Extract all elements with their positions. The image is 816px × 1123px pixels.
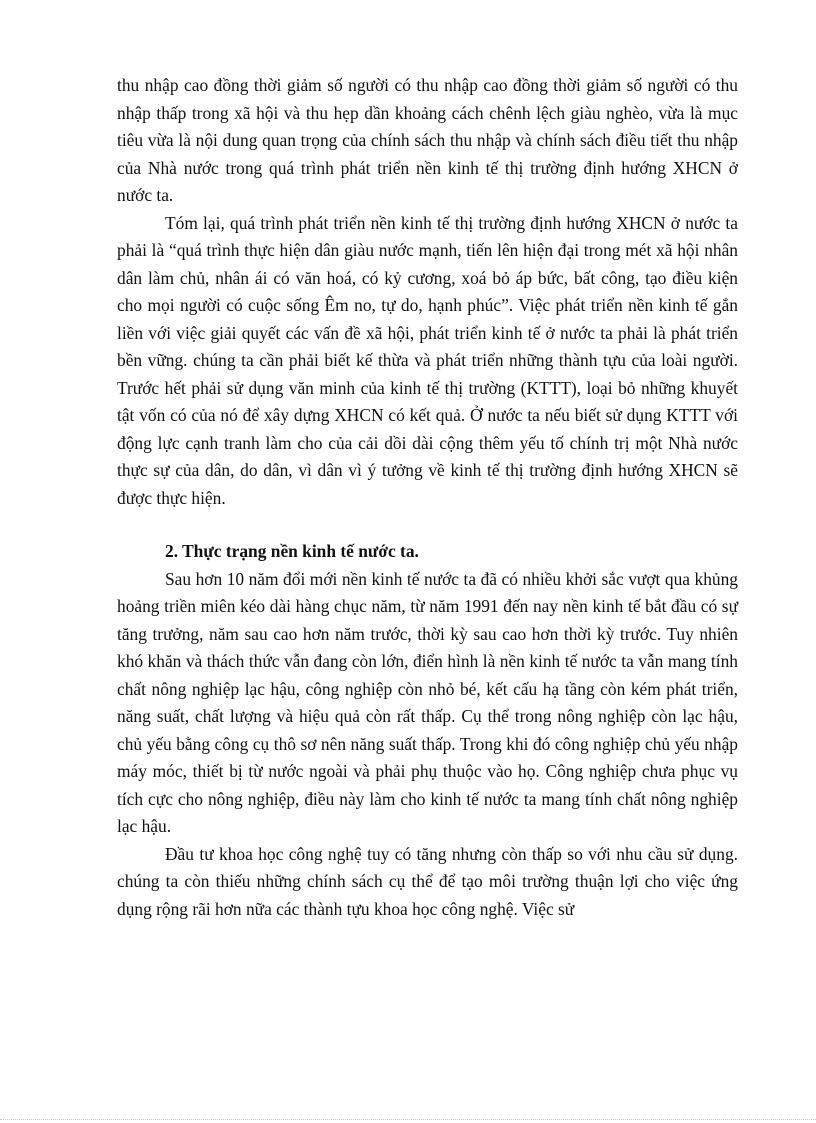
page-bottom-divider bbox=[0, 1119, 816, 1120]
paragraph-summary: Tóm lại, quá trình phát triển nền kinh tế thị trường định hướng XHCN ở nước ta phải là “quá trình thực hiện dân giàu nước mạnh, tiến lên hiện đại trong mét xã hội nhân dân làm chủ, nhân ái có văn hoá, có kỷ cương, xoá bỏ áp bức, bất công, tạo điều kiện cho mọi người có cuộc sống Êm no, tự do, hạnh phúc”. Việc phát triển nền kinh tế gắn liền với việc giải quyết các vấn đề xã hội, phát triển kinh tế ở nước ta phải là phát triển bền vững. chúng ta cần phải biết kế thừa và phát triển những thành tựu của loài người. Trước hết phải sử dụng văn minh của kinh tế thị trường (KTTT), loại bỏ những khuyết tật vốn có của nó để xây dựng XHCN có kết quả. Ở nước ta nếu biết sử dụng KTTT với động lực cạnh tranh làm cho của cải dồi dài cộng thêm yếu tố chính trị một Nhà nước thực sự của dân, do dân, vì dân vì ý tưởng về kinh tế thị trường định hướng XHCN sẽ được thực hiện. bbox=[117, 212, 738, 508]
document-body bbox=[117, 72, 738, 923]
paragraph-science-technology: Đầu tư khoa học công nghệ tuy có tăng nhưng còn thấp so với nhu cầu sử dụng. chúng ta còn thiếu những chính sách cụ thể để tạo môi trường thuận lợi cho việc ứng dụng rộng rãi hơn nữa các thành tựu khoa học công nghệ. Việc sử bbox=[117, 843, 738, 919]
section-heading: 2. Thực trạng nền kinh tế nước ta. bbox=[165, 541, 419, 561]
paragraph-income-policy: thu nhập cao đồng thời giảm số người có thu nhập cao đồng thời giảm số người có thu nhập thấp trong xã hội và thu hẹp dần khoảng cách chênh lệch giàu nghèo, vừa là mục tiêu vừa là nội dung quan trọng của chính sách thu nhập và chính sách điều tiết thu nhập của Nhà nước trong quá trình phát triển nền kinh tế thị trường định hướng XHCN ở nước ta. bbox=[117, 75, 738, 205]
paragraph-economic-situation: Sau hơn 10 năm đổi mới nền kinh tế nước ta đã có nhiều khởi sắc vượt qua khủng hoảng triền miên kéo dài hàng chục năm, từ năm 1991 đến nay nền kinh tế bắt đầu có sự tăng trưởng, năm sau cao hơn năm trước, thời kỳ sau cao hơn thời kỳ trước. Tuy nhiên khó khăn và thách thức vẫn đang còn lớn, điển hình là nền kinh tế nước ta vẫn mang tính chất nông nghiệp lạc hậu, công nghiệp còn nhỏ bé, kết cấu hạ tầng còn kém phát triển, năng suất, chất lượng và hiệu quả còn rất thấp. Cụ thể trong nông nghiệp còn lạc hậu, chủ yếu bằng công cụ thô sơ nên năng suất thấp. Trong khi đó công nghiệp chủ yếu nhập máy móc, thiết bị từ nước ngoài và phải phụ thuộc vào họ. Công nghiệp chưa phục vụ tích cực cho nông nghiệp, điều này làm cho kinh tế nước ta mang tính chất nông nghiệp lạc hậu. bbox=[117, 568, 738, 836]
